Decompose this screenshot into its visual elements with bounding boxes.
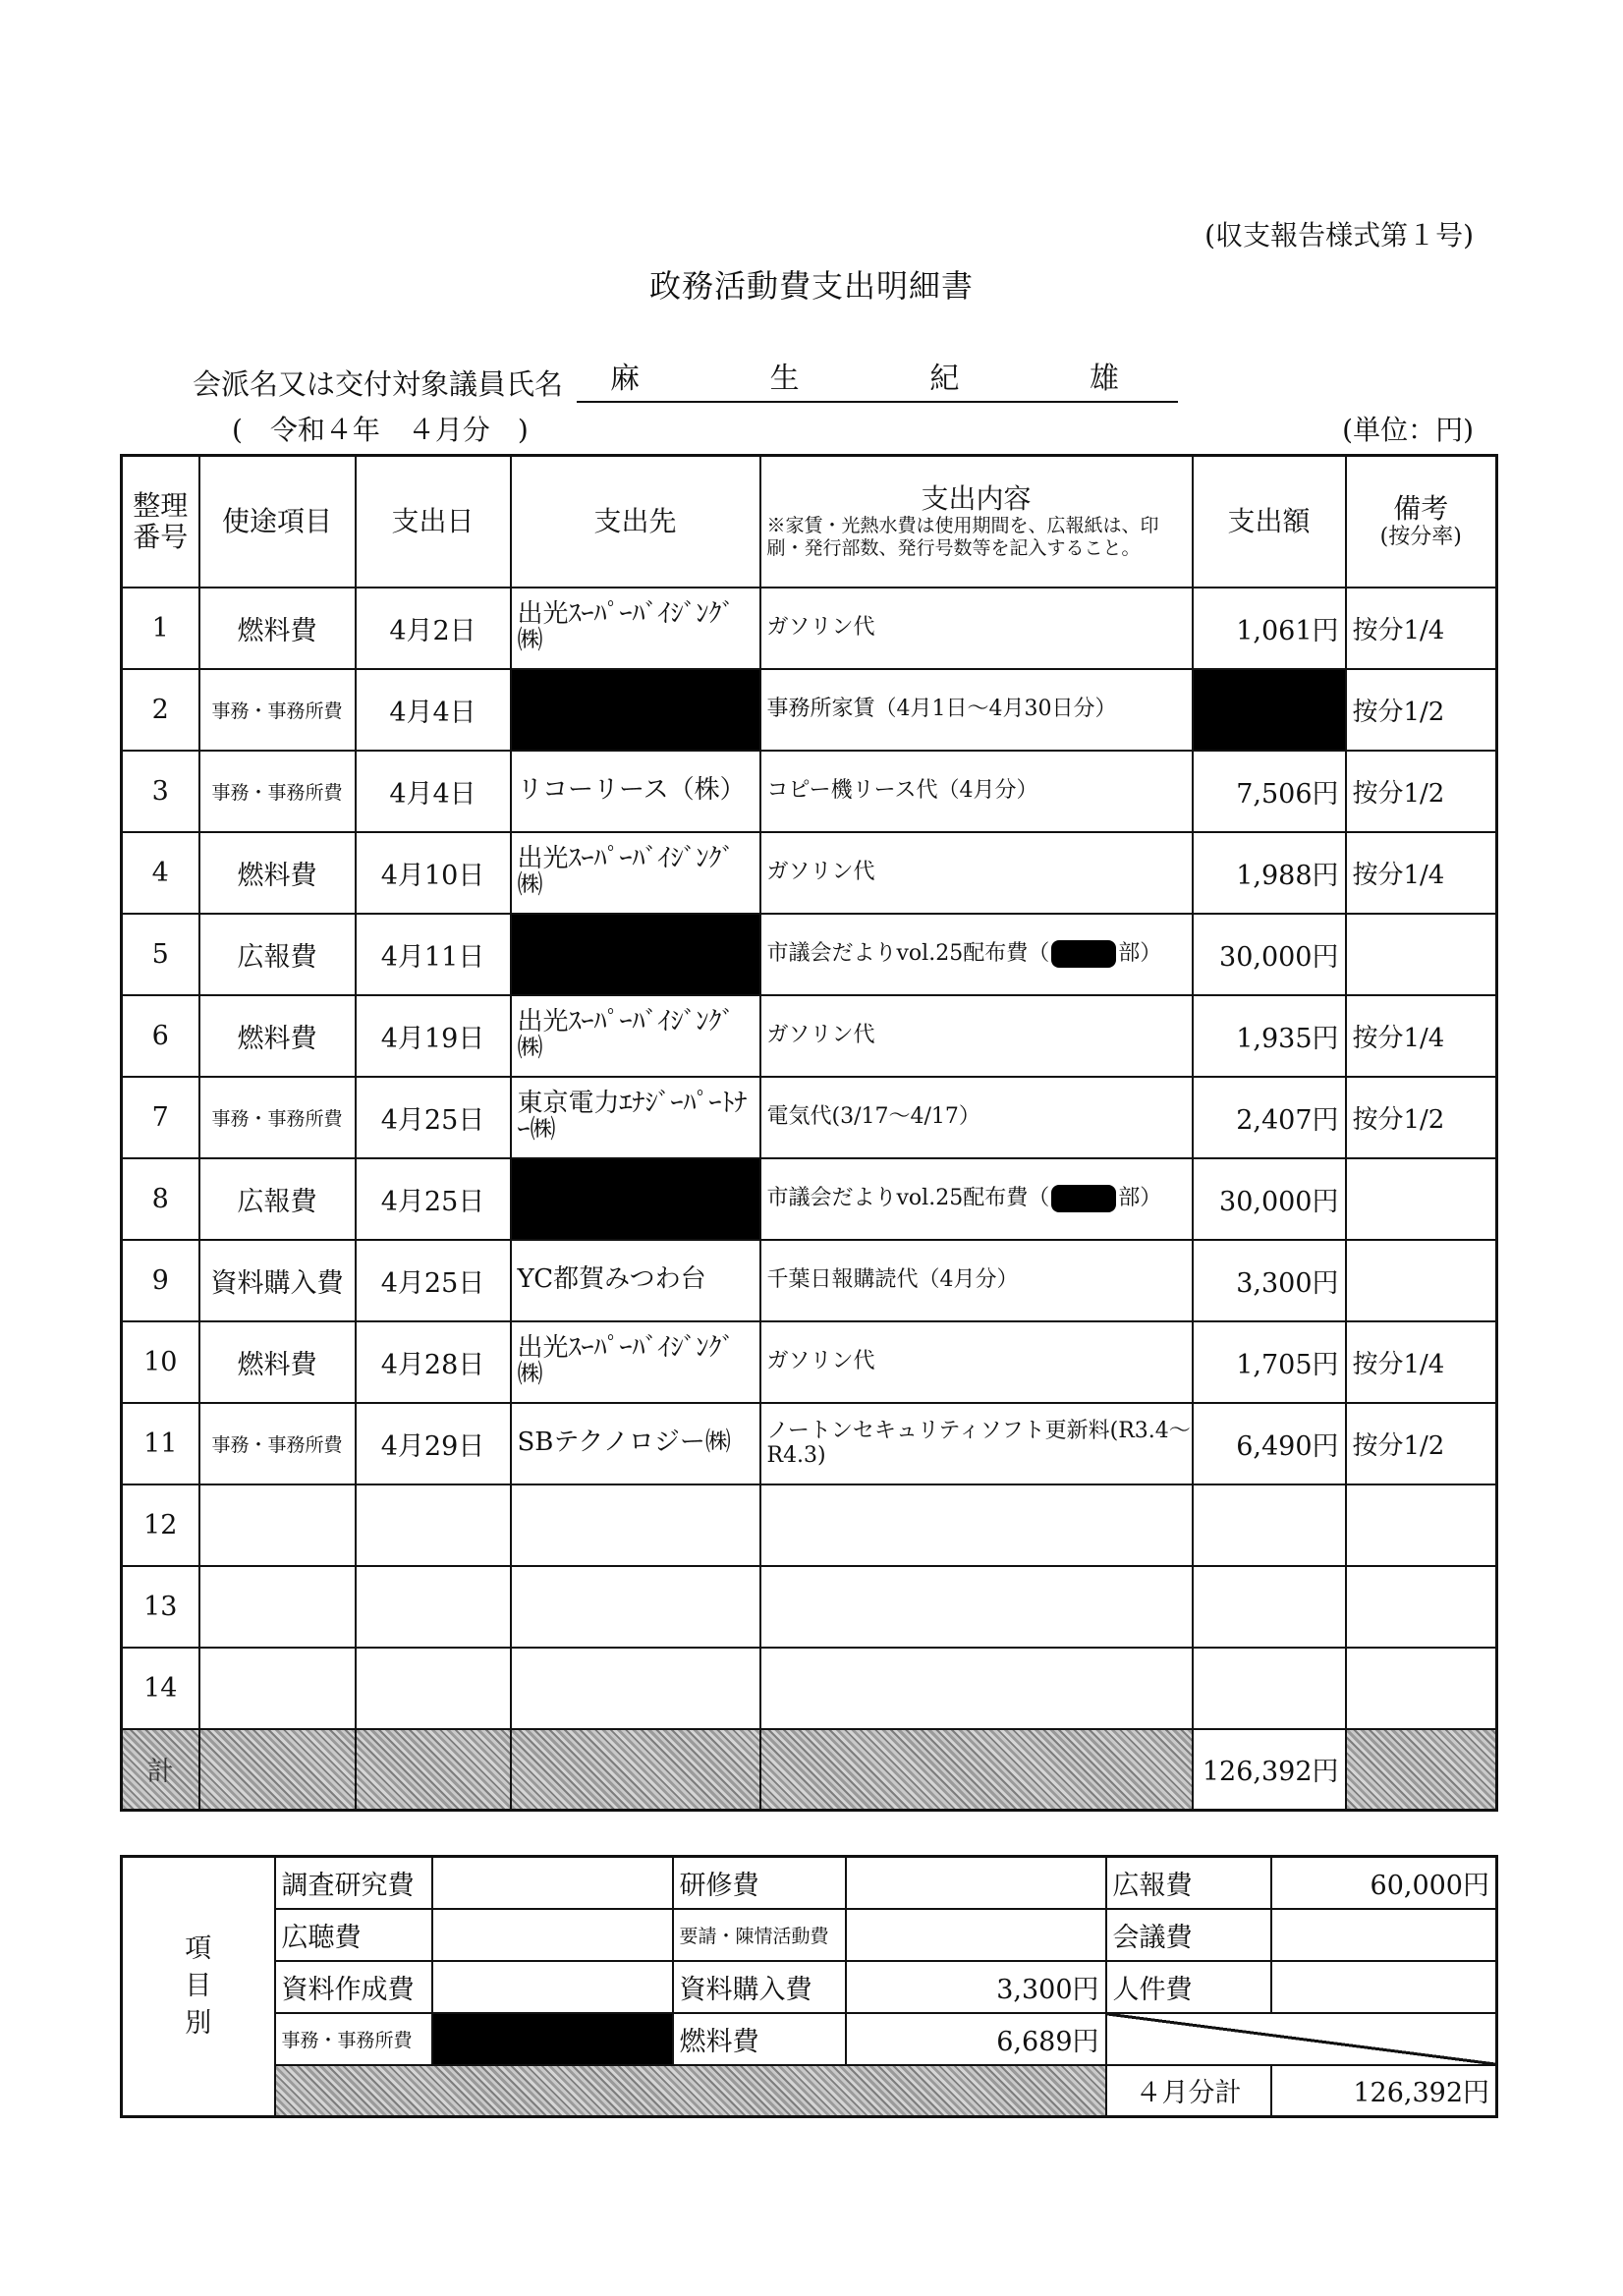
summary-label-personnel: 人件費 (1106, 1961, 1271, 2013)
row-memo: 按分1/2 (1346, 1077, 1497, 1158)
row-memo: 按分1/2 (1346, 751, 1497, 832)
summary-month-total-value: 126,392円 (1271, 2065, 1497, 2117)
row-date: 4月4日 (356, 669, 511, 751)
shaded-cell (356, 1729, 511, 1811)
row-number: 1 (122, 588, 199, 669)
header-no: 整理 番号 (122, 456, 199, 588)
row-number: 13 (122, 1566, 199, 1648)
row-number: 11 (122, 1403, 199, 1484)
row-memo (1346, 1240, 1497, 1321)
expense-row (122, 1240, 1497, 1321)
expense-row (122, 1484, 1497, 1566)
row-payee: 出光ｽｰﾊﾟｰﾊﾞｲｼﾞﾝｸﾞ㈱ (511, 1321, 760, 1403)
row-content-text: ガソリン代 (766, 615, 875, 641)
header-memo-sub: (按分率) (1379, 525, 1462, 550)
row-content (760, 1240, 1193, 1321)
summary-value-materials-make (432, 1961, 673, 2013)
shaded-cell (760, 1729, 1193, 1811)
row-content (760, 751, 1193, 832)
summary-value-materials-buy: 3,300円 (846, 1961, 1106, 2013)
summary-row (122, 1909, 1497, 1961)
row-payee: 東京電力ｴﾅｼﾞｰﾊﾟｰﾄﾅｰ㈱ (511, 1077, 760, 1158)
row-memo: 按分1/2 (1346, 669, 1497, 751)
form-number: (収支報告様式第１号) (1204, 219, 1474, 252)
row-payee-redacted (511, 914, 760, 995)
row-date: 4月28日 (356, 1321, 511, 1403)
expense-row (122, 1648, 1497, 1729)
summary-row (122, 1961, 1497, 2013)
summary-label-fuel: 燃料費 (673, 2013, 846, 2065)
expense-row (122, 832, 1497, 914)
row-content (760, 1077, 1193, 1158)
row-date: 4月29日 (356, 1403, 511, 1484)
row-category: 資料購入費 (199, 1240, 356, 1321)
row-amount: 1,935円 (1193, 995, 1346, 1077)
row-date (356, 1566, 511, 1648)
row-memo: 按分1/4 (1346, 832, 1497, 914)
row-content (760, 1484, 1193, 1566)
header-content (760, 456, 1193, 588)
row-category (199, 1566, 356, 1648)
row-amount (1193, 1484, 1346, 1566)
row-memo: 按分1/2 (1346, 1403, 1497, 1484)
header-memo (1346, 456, 1497, 588)
row-amount: 1,061円 (1193, 588, 1346, 669)
row-date: 4月4日 (356, 751, 511, 832)
member-label: 会派名又は交付対象議員氏名 (193, 367, 564, 401)
row-amount: 7,506円 (1193, 751, 1346, 832)
row-content (760, 832, 1193, 914)
row-number: 10 (122, 1321, 199, 1403)
row-payee-redacted (511, 1158, 760, 1240)
row-amount: 1,988円 (1193, 832, 1346, 914)
row-payee: YC都賀みつわ台 (511, 1240, 760, 1321)
row-category: 燃料費 (199, 995, 356, 1077)
shaded-cell (1346, 1729, 1497, 1811)
row-content-text: ガソリン代 (766, 860, 875, 885)
row-memo: 按分1/4 (1346, 588, 1497, 669)
row-payee (511, 1566, 760, 1648)
header-category: 使途項目 (199, 456, 356, 588)
shaded-cell (511, 1729, 760, 1811)
member-name-char: 紀 (929, 362, 960, 396)
row-amount: 30,000円 (1193, 914, 1346, 995)
row-payee-redacted (511, 669, 760, 751)
total-row (122, 1729, 1497, 1811)
row-content-text: ガソリン代 (766, 1349, 875, 1374)
summary-value-research (432, 1857, 673, 1909)
summary-value-hearing (432, 1909, 673, 1961)
header-date: 支出日 (356, 456, 511, 588)
row-number: 14 (122, 1648, 199, 1729)
row-date: 4月10日 (356, 832, 511, 914)
row-content (760, 1403, 1193, 1484)
header-memo-title: 備考 (1393, 492, 1449, 525)
row-number: 3 (122, 751, 199, 832)
row-payee: リコーリース（株） (511, 751, 760, 832)
row-memo (1346, 1648, 1497, 1729)
summary-label-petition: 要請・陳情活動費 (673, 1909, 846, 1961)
period: ( 令和４年 ４月分 ) (232, 414, 529, 446)
summary-value-pr: 60,000円 (1271, 1857, 1497, 1909)
member-name-char: 麻 (610, 362, 641, 396)
expense-row (122, 1158, 1497, 1240)
row-number: 8 (122, 1158, 199, 1240)
summary-label-hearing: 広聴費 (275, 1909, 432, 1961)
row-category (199, 1484, 356, 1566)
row-date: 4月25日 (356, 1077, 511, 1158)
row-amount: 3,300円 (1193, 1240, 1346, 1321)
member-name-char: 生 (769, 362, 800, 396)
member-name (577, 354, 1178, 403)
row-date: 4月25日 (356, 1158, 511, 1240)
row-amount: 1,705円 (1193, 1321, 1346, 1403)
row-amount (1193, 1648, 1346, 1729)
row-number: 9 (122, 1240, 199, 1321)
expense-row (122, 751, 1497, 832)
row-date (356, 1648, 511, 1729)
summary-label-office: 事務・事務所費 (275, 2013, 432, 2065)
row-content-text: 事務所家賃（4月1日～4月30日分） (766, 697, 1117, 722)
row-number: 12 (122, 1484, 199, 1566)
summary-value-office-redacted (432, 2013, 673, 2065)
summary-diagonal-cell (1106, 2013, 1497, 2065)
summary-month-total-label: ４月分計 (1106, 2065, 1271, 2117)
row-content (760, 669, 1193, 751)
row-memo (1346, 914, 1497, 995)
expense-row (122, 1321, 1497, 1403)
total-amount: 126,392円 (1193, 1729, 1346, 1811)
expense-row (122, 1077, 1497, 1158)
summary-section-label: 項 目 別 (122, 1857, 275, 2117)
row-category: 燃料費 (199, 588, 356, 669)
header-amount: 支出額 (1193, 456, 1346, 588)
row-payee: SBテクノロジー㈱ (511, 1403, 760, 1484)
summary-value-petition (846, 1909, 1106, 1961)
summary-row (122, 1857, 1497, 1909)
row-memo (1346, 1484, 1497, 1566)
row-payee (511, 1484, 760, 1566)
row-category (199, 1648, 356, 1729)
row-memo (1346, 1158, 1497, 1240)
row-memo (1346, 1566, 1497, 1648)
expense-row (122, 1403, 1497, 1484)
row-content (760, 995, 1193, 1077)
row-amount: 6,490円 (1193, 1403, 1346, 1484)
category-summary-table (120, 1855, 1498, 2118)
expense-table (120, 454, 1498, 1812)
row-category: 広報費 (199, 1158, 356, 1240)
row-payee: 出光ｽｰﾊﾟｰﾊﾞｲｼﾞﾝｸﾞ㈱ (511, 832, 760, 914)
row-content-text: 市議会だよりvol.25配布費（ (766, 941, 1050, 966)
summary-value-fuel: 6,689円 (846, 2013, 1106, 2065)
header-payee: 支出先 (511, 456, 760, 588)
redacted-count (1051, 940, 1116, 968)
member-name-char: 雄 (1089, 362, 1119, 396)
row-memo: 按分1/4 (1346, 1321, 1497, 1403)
member-line (193, 354, 1178, 403)
redacted-count (1051, 1185, 1116, 1212)
row-date: 4月2日 (356, 588, 511, 669)
row-payee: 出光ｽｰﾊﾟｰﾊﾞｲｼﾞﾝｸﾞ㈱ (511, 995, 760, 1077)
row-category: 事務・事務所費 (199, 751, 356, 832)
row-content-text: コピー機リース代（4月分） (766, 778, 1038, 804)
summary-label-pr: 広報費 (1106, 1857, 1271, 1909)
summary-row (122, 2013, 1497, 2065)
summary-value-training (846, 1857, 1106, 1909)
row-date: 4月25日 (356, 1240, 511, 1321)
summary-label-training: 研修費 (673, 1857, 846, 1909)
expense-row (122, 914, 1497, 995)
row-date: 4月11日 (356, 914, 511, 995)
summary-label-research: 調査研究費 (275, 1857, 432, 1909)
row-content (760, 1158, 1193, 1240)
summary-value-meeting (1271, 1909, 1497, 1961)
row-payee: 出光ｽｰﾊﾟｰﾊﾞｲｼﾞﾝｸﾞ㈱ (511, 588, 760, 669)
expense-row (122, 995, 1497, 1077)
row-amount: 2,407円 (1193, 1077, 1346, 1158)
summary-total-row (122, 2065, 1497, 2117)
row-category: 事務・事務所費 (199, 1403, 356, 1484)
total-label: 計 (122, 1729, 199, 1811)
expense-row (122, 669, 1497, 751)
row-content-text: 市議会だよりvol.25配布費（ (766, 1186, 1050, 1210)
row-content (760, 914, 1193, 995)
row-content-text: 電気代(3/17～4/17） (766, 1104, 980, 1130)
row-content (760, 1321, 1193, 1403)
expense-row (122, 588, 1497, 669)
summary-label-meeting: 会議費 (1106, 1909, 1271, 1961)
row-category: 燃料費 (199, 1321, 356, 1403)
row-amount-redacted (1193, 669, 1346, 751)
row-payee (511, 1648, 760, 1729)
row-category: 事務・事務所費 (199, 1077, 356, 1158)
row-date: 4月19日 (356, 995, 511, 1077)
row-number: 7 (122, 1077, 199, 1158)
row-content-text: ガソリン代 (766, 1023, 875, 1048)
shaded-cell (275, 2065, 1106, 2117)
unit-label: (単位：円) (1342, 414, 1474, 446)
header-content-title: 支出内容 (921, 481, 1032, 515)
row-category: 燃料費 (199, 832, 356, 914)
shaded-cell (199, 1729, 356, 1811)
summary-value-personnel (1271, 1961, 1497, 2013)
row-memo: 按分1/4 (1346, 995, 1497, 1077)
row-content (760, 588, 1193, 669)
row-content (760, 1566, 1193, 1648)
row-category: 事務・事務所費 (199, 669, 356, 751)
row-content-text: ノートンセキュリティソフト更新料(R3.4～R4.3) (766, 1418, 1191, 1468)
row-number: 4 (122, 832, 199, 914)
row-content-suffix: 部） (1118, 1186, 1162, 1210)
row-number: 5 (122, 914, 199, 995)
row-amount (1193, 1566, 1346, 1648)
row-date (356, 1484, 511, 1566)
expense-row (122, 1566, 1497, 1648)
document-title: 政務活動費支出明細書 (648, 267, 974, 305)
summary-label-materials-buy: 資料購入費 (673, 1961, 846, 2013)
row-content-text: 千葉日報購読代（4月分） (766, 1267, 1019, 1293)
row-content-suffix: 部） (1118, 941, 1162, 966)
summary-label-materials-make: 資料作成費 (275, 1961, 432, 2013)
row-category: 広報費 (199, 914, 356, 995)
row-content (760, 1648, 1193, 1729)
header-content-note: ※家賃・光熱水費は使用期間を、広報紙は、印刷・発行部数、発行号数等を記入すること。 (766, 515, 1159, 559)
row-number: 2 (122, 669, 199, 751)
row-amount: 30,000円 (1193, 1158, 1346, 1240)
header-row (122, 456, 1497, 588)
row-number: 6 (122, 995, 199, 1077)
